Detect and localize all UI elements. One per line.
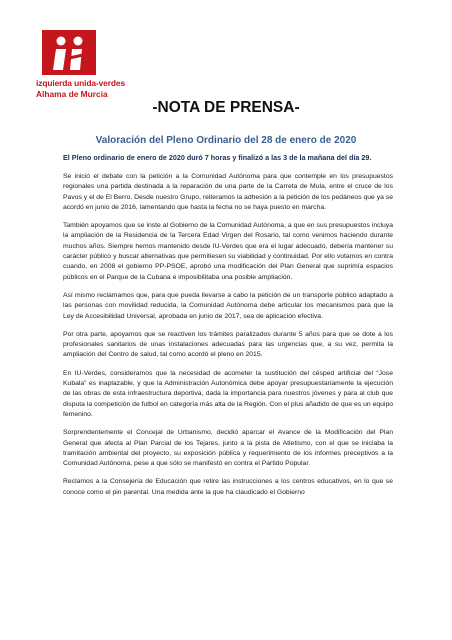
- iu-logo-icon: [42, 30, 96, 75]
- lead-paragraph: El Pleno ordinario de enero de 2020 duró 7 horas y finalizó a las 3 de la mañana del día 29.: [63, 153, 372, 162]
- paragraph: También apoyamos que se inste al Gobierno de la Comunidad Autónoma, a que en sus presupuestos incluya la ampliación de la Residencia de la Tercera Edad Virgen del Rosario, tal como venimos haciendo durante muchos años. Siempre hemos mantenido desde IU-Verdes que era el lugar adecuado, debería mantener su carácter público y buscar alternativas que permitiesen su viabilidad y continuidad. Por ello votamos en contra cuando, en 2008 el gobierno PP-PSOE, aprobó una modificación del Plan General que suprimía espacios públicos en el Parque de la Cubana e imposibilitaba una posible ampliación.: [63, 222, 393, 281]
- paragraph: Se inició el debate con la petición a la Comunidad Autónoma para que contemple en los presupuestos regionales una partida destinada a la reparación de una parte de la Carreta de Mula, entre el cruce de los Pavos y el de El Berro. Desde nuestro Grupo, reiteramos la adhesión a la petición de los pedáneos que ya se acordó en junio de 2016, lamentando que hasta la fecha no se haya puesto en marcha.: [63, 173, 393, 211]
- paragraph: Así mismo reclamamos que, para que pueda llevarse a cabo la petición de un transporte público adaptado a las personas con movilidad reducida, la Comunidad Autónoma debe articular los mecanismos para que la Ley de Accesibilidad Universal, aprobada en junio de 2017, sea de aplicación efectiva.: [63, 291, 393, 320]
- paragraph: Reclamos a la Consejería de Educación que retire las instrucciones a los centros educativos, en lo que se conoce como el pin parental. Una medida ante la que ha claudicado el Gobierno: [63, 478, 393, 496]
- document-subtitle: Valoración del Pleno Ordinario del 28 de enero de 2020: [95, 135, 357, 146]
- paragraph: En IU-Verdes, consideramos que la necesidad de acometer la sustitución del césped artificial del “Jose Kubala” es inaplazable, y que la Administración Autonómica debe apoyar presupuestariamente la ejecución de las obras de esta infraestructura deportiva, dada la importancia para nuestros jóvenes y para al club que disputa la competición de futbol en categoría más alta de la Región. Con el plus añadido de que es un equipo femenino.: [63, 369, 393, 418]
- body-text: [63, 172, 393, 506]
- logo-text-party: izquierda unida-verdes: [36, 78, 126, 88]
- paragraph: Sorprendentemente el Concejal de Urbanismo, decidió aparcar el Avance de la Modificación del Plan General que afecta al Plan Parcial de los Tejares, junto a la pista de Atletismo, con el que se iniciaba la tramitación ambiental del proyecto, su exposición pública y requerimiento de los informes preceptivos a la Comunidad Autónoma, pese a que sólo se manifestó en contra el Partido Popular.: [63, 429, 393, 468]
- logo-text-locality: Alhama de Murcia: [36, 89, 108, 99]
- document-title: -NOTA DE PRENSA-: [152, 99, 300, 116]
- paragraph: Por otra parte, apoyamos que se reactiven los trámites paralizados durante 5 años para que se dote a los profesionales sanitarios de unas instalaciones adecuadas para las urgencias que, a su vez, permita la ampliación del Centro de salud, tal como acordó el pleno en 2015.: [63, 330, 393, 359]
